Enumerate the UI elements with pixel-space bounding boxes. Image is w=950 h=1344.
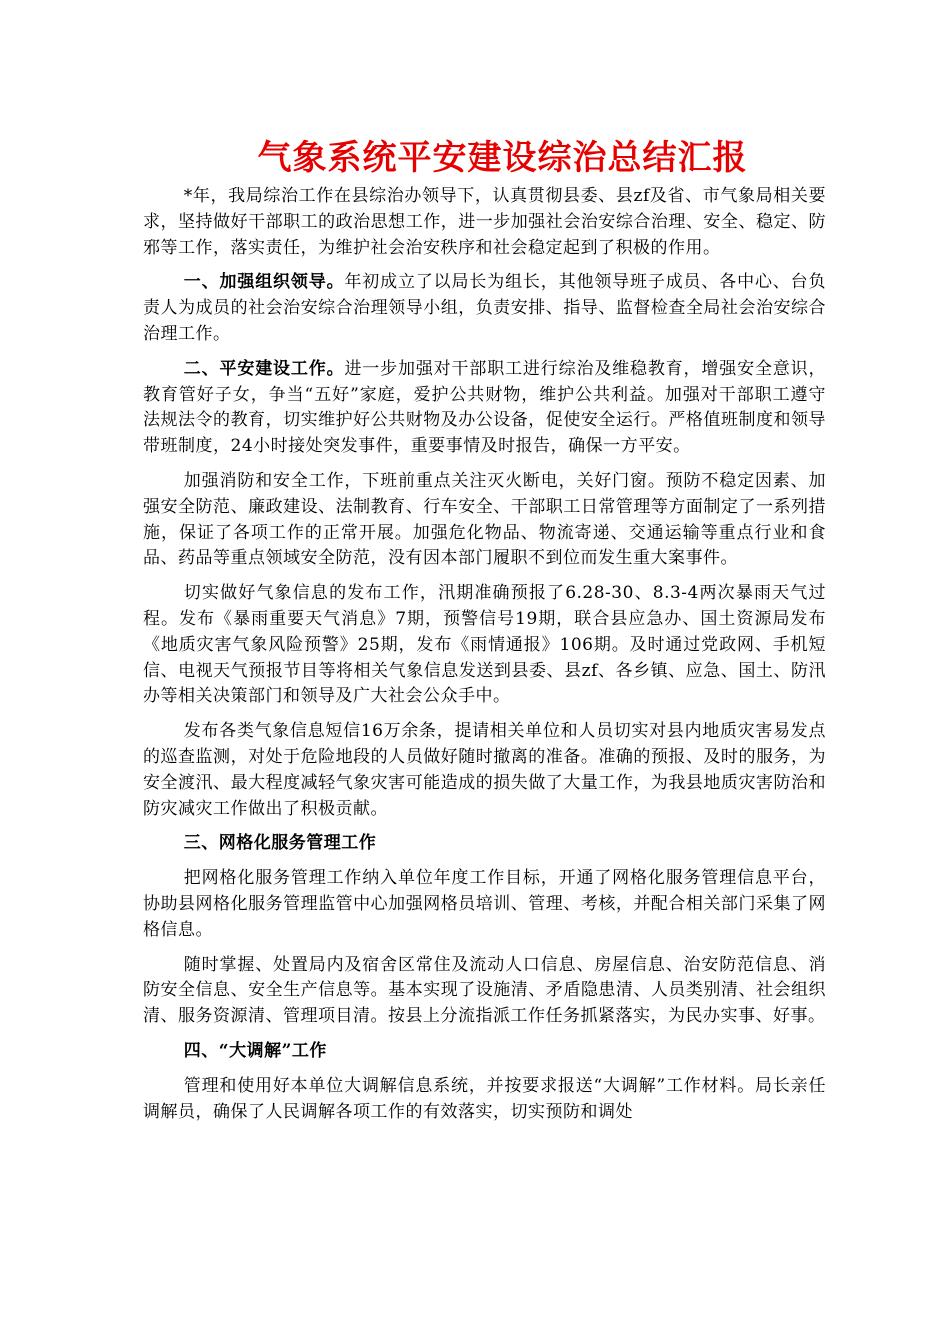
section-3-paragraph-2: 随时掌握、处置局内及宿舍区常住及流动人口信息、房屋信息、治安防范信息、消防安全信息、安全生产信息等。基本实现了设施清、矛盾隐患清、人员类别清、社会组织清、服务资源清、管理项目清。按县上分流指派工作任务抓紧落实，为民办实事、好事。 <box>143 954 826 1027</box>
section-1-paragraph <box>143 270 826 347</box>
section-3-heading: 三、网格化服务管理工作 <box>183 833 377 854</box>
document-title: 气象系统平安建设综治总结汇报 <box>257 138 748 178</box>
section-4-paragraph-1: 管理和使用好本单位大调解信息系统，并按要求报送“大调解”工作材料。局长亲任调解员，确保了人民调解各项工作的有效落实，切实预防和调处 <box>143 1075 826 1122</box>
document-body <box>143 184 826 1134</box>
section-1-text: 年初成立了以局长为组长，其他领导班子成员、各中心、台负责人为成员的社会治安综合治理领导小组，负责安排、指导、监督检查全局社会治安综合治理工作。 <box>143 272 827 344</box>
section-2-paragraph <box>143 357 826 460</box>
section-2-paragraph-2: 加强消防和安全工作，下班前重点关注灭火断电，关好门窗。预防不稳定因素、加强安全防范、廉政建设、法制教育、行车安全、干部职工日常管理等方面制定了一系列措施，保证了各项工作的正常开展。加强危化物品、物流寄递、交通运输等重点行业和食品、药品等重点领域安全防范，没有因本部门履职不到位而发生重大案事件。 <box>143 470 826 569</box>
section-2-paragraph-3: 切实做好气象信息的发布工作，汛期准确预报了6.28-30、8.3-4两次暴雨天气过程。发布《暴雨重要天气消息》7期，预警信号19期，联合县应急办、国土资源局发布《地质灾害气象风险预警》25期，发布《雨情通报》106期。及时通过党政网、手机短信、电视天气预报节目等将相关气象信息发送到县委、县zf、各乡镇、应急、国土、防汛办等相关决策部门和领导及广大社会公众手中。 <box>143 583 826 707</box>
section-2-paragraph-4: 发布各类气象信息短信16万余条，提请相关单位和人员切实对县内地质灾害易发点的巡查监测，对处于危险地段的人员做好随时撤离的准备。准确的预报、及时的服务，为安全渡汛、最大程度减轻气象灾害可能造成的损失做了大量工作，为我县地质灾害防治和防灾减灾工作做出了积极贡献。 <box>143 721 826 819</box>
section-4-heading: 四、“大调解”工作 <box>183 1040 327 1061</box>
section-3-paragraph-1: 把网格化服务管理工作纳入单位年度工作目标，开通了网格化服务管理信息平台，协助县网格化服务管理监管中心加强网格员培训、管理、考核，并配合相关部门采集了网格信息。 <box>143 868 826 940</box>
intro-paragraph: *年，我局综治工作在县综治办领导下，认真贯彻县委、县zf及省、市气象局相关要求，坚持做好干部职工的政治思想工作，进一步加强社会治安综合治理、安全、稳定、防邪等工作，落实责任，为维护社会治安秩序和社会稳定起到了积极的作用。 <box>143 186 826 258</box>
section-1-heading: 一、加强组织领导。 <box>183 272 345 293</box>
section-2-heading: 二、平安建设工作。 <box>183 358 345 379</box>
section-2-text: 进一步加强对干部职工进行综治及维稳教育，增强安全意识，教育管好子女，争当“五好”家庭，爱护公共财物，维护公共利益。加强对干部职工遵守法规法令的教育，切实维护好公共财物及办公设备，促使安全运行。严格值班制度和领导带班制度，24小时接处突发事件，重要事情及时报告，确保一方平安。 <box>143 358 827 457</box>
